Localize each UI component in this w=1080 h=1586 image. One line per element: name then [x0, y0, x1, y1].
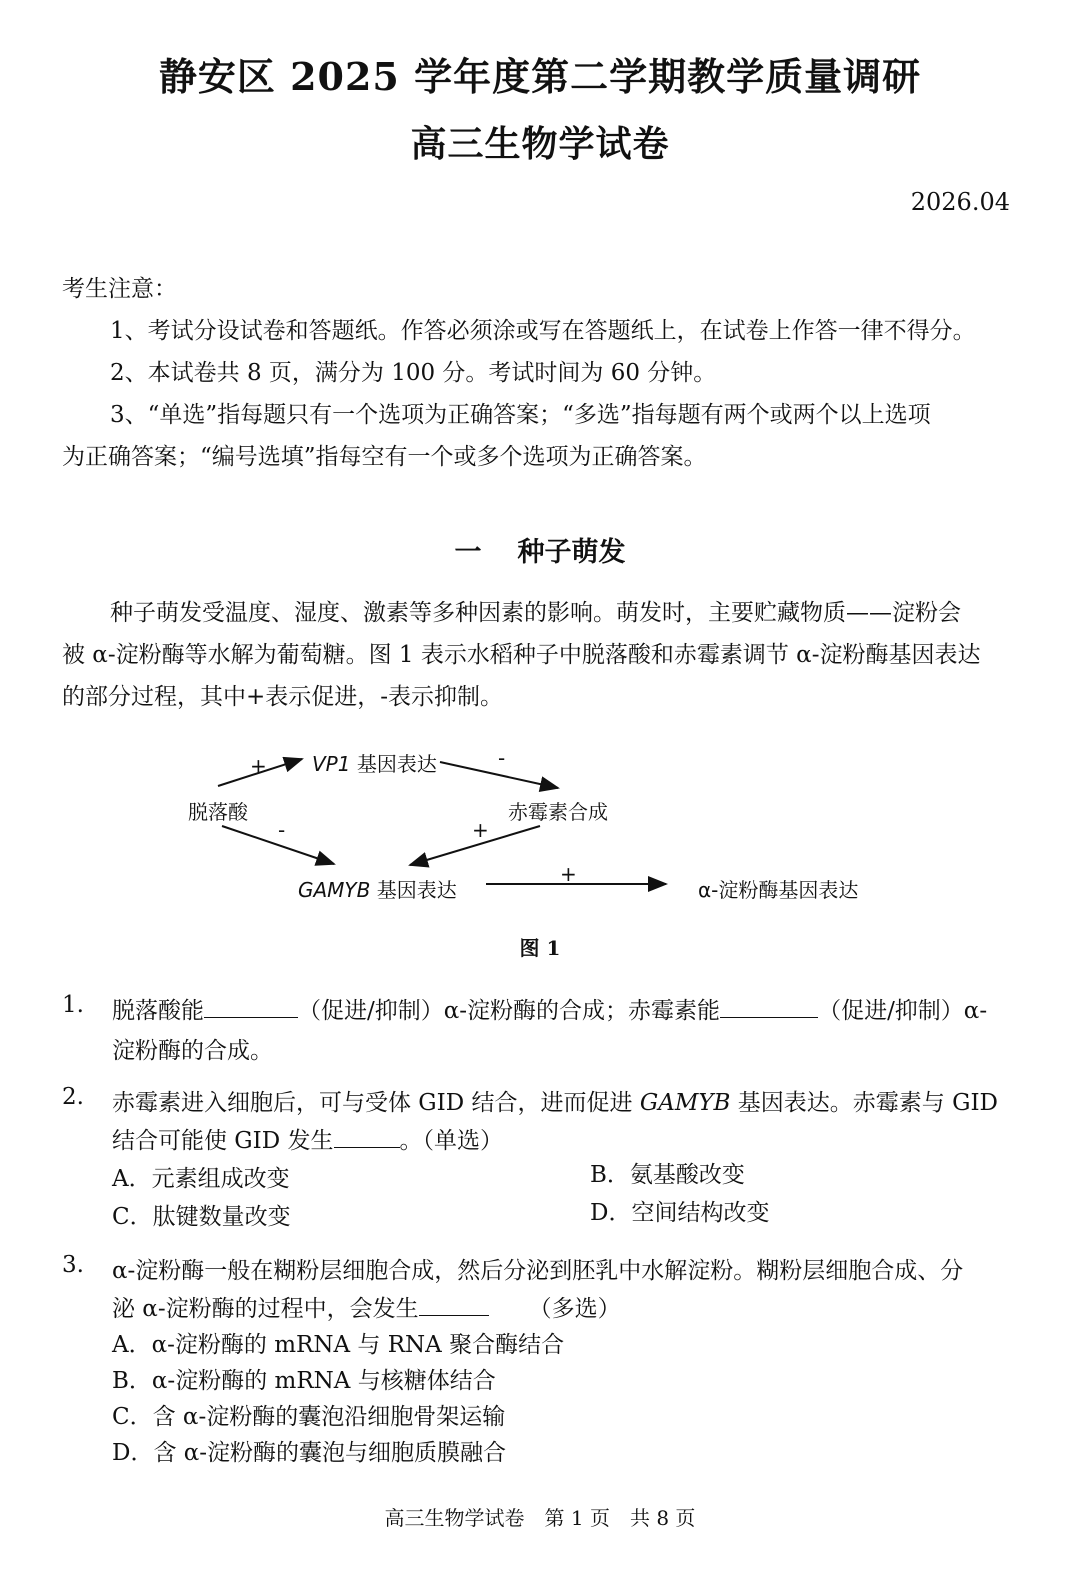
- sign-vp1-ga: -: [498, 746, 506, 770]
- q2-text-c: 结合可能使 GID 发生: [112, 1128, 334, 1154]
- q3-text-a: 泌 α-淀粉酶的过程中，会发生: [112, 1296, 419, 1322]
- intro-line-3: 的部分过程，其中+表示促进，-表示抑制。: [62, 684, 504, 710]
- q2-blank[interactable]: [334, 1125, 400, 1148]
- exam-subtitle: 高三生物学试卷: [410, 123, 670, 165]
- section-number: 一: [454, 537, 482, 568]
- notice-heading: 考生注意：: [62, 276, 177, 302]
- q1-text-b: （促进/抑制）α-淀粉酶的合成；赤霉素能: [298, 998, 721, 1024]
- question-1-number: 1.: [62, 992, 84, 1018]
- sign-gamyb-amylase: +: [560, 862, 577, 886]
- q3-blank[interactable]: [419, 1293, 489, 1316]
- question-2-line-1: [112, 1084, 998, 1117]
- node-vp1-gene-name: VP1: [312, 752, 351, 776]
- node-gamyb-gene-expression: [298, 874, 457, 903]
- figure-1-caption: 图 1: [519, 936, 561, 960]
- q2-option-c[interactable]: C．肽键数量改变: [112, 1204, 291, 1230]
- q3-option-a[interactable]: A．α-淀粉酶的 mRNA 与 RNA 聚合酶结合: [112, 1332, 565, 1358]
- question-3-line-1: α-淀粉酶一般在糊粉层细胞合成，然后分泌到胚乳中水解淀粉。糊粉层细胞合成、分: [112, 1258, 964, 1284]
- node-vp1-label: 基因表达: [350, 752, 437, 776]
- q3-option-d[interactable]: D．含 α-淀粉酶的囊泡与细胞质膜融合: [112, 1440, 507, 1466]
- intro-line-2: 被 α-淀粉酶等水解为葡萄糖。图 1 表示水稻种子中脱落酸和赤霉素调节 α-淀粉酶基因表达: [62, 642, 981, 668]
- question-1-line-1: [112, 992, 987, 1025]
- sign-aba-gamyb: -: [278, 818, 286, 842]
- question-3-number: 3.: [62, 1252, 84, 1278]
- intro-line-1: 种子萌发受温度、湿度、激素等多种因素的影响。萌发时，主要贮藏物质——淀粉会: [110, 600, 961, 626]
- q3-option-c[interactable]: C．含 α-淀粉酶的囊泡沿细胞骨架运输: [112, 1404, 506, 1430]
- node-vp1-gene-expression: [312, 748, 437, 777]
- sign-aba-vp1: +: [250, 754, 267, 778]
- q1-blank-2[interactable]: [720, 995, 818, 1018]
- q2-text-b: 基因表达。赤霉素与 GID: [730, 1090, 998, 1116]
- notice-item-3: 3、“单选”指每题只有一个选项为正确答案；“多选”指每题有两个或两个以上选项: [110, 402, 931, 428]
- notice-item-3-continued: 为正确答案；“编号选填”指每空有一个或多个选项为正确答案。: [62, 444, 707, 470]
- q3-option-b[interactable]: B．α-淀粉酶的 mRNA 与核糖体结合: [112, 1368, 496, 1394]
- node-gamyb-label: 基因表达: [370, 878, 457, 902]
- node-abscisic-acid: 脱落酸: [188, 800, 248, 824]
- q1-text-c: （促进/抑制）α-: [818, 998, 988, 1024]
- node-gibberellin-synthesis: 赤霉素合成: [508, 800, 608, 824]
- exam-title: 静安区 2025 学年度第二学期教学质量调研: [158, 54, 922, 99]
- node-gamyb-gene-name: GAMYB: [298, 878, 371, 902]
- section-title: 种子萌发: [517, 537, 626, 568]
- q1-text-a: 脱落酸能: [112, 998, 204, 1024]
- q3-text-b: （多选）: [528, 1296, 621, 1322]
- question-2-number: 2.: [62, 1084, 84, 1110]
- question-3-line-2: [112, 1290, 621, 1323]
- q2-option-b[interactable]: B．氨基酸改变: [590, 1162, 745, 1188]
- q2-option-d[interactable]: D．空间结构改变: [590, 1200, 770, 1226]
- page-footer: 高三生物学试卷 第 1 页 共 8 页: [384, 1506, 696, 1530]
- question-1-line-2: 淀粉酶的合成。: [112, 1038, 273, 1064]
- q2-option-a[interactable]: A．元素组成改变: [112, 1166, 290, 1192]
- notice-item-2: 2、本试卷共 8 页，满分为 100 分。考试时间为 60 分钟。: [110, 360, 717, 386]
- sign-ga-gamyb: +: [472, 818, 489, 842]
- q2-text-a: 赤霉素进入细胞后，可与受体 GID 结合，进而促进: [112, 1090, 640, 1116]
- q2-gene-name: GAMYB: [639, 1090, 731, 1116]
- node-amylase-gene-expression: α-淀粉酶基因表达: [698, 878, 859, 902]
- exam-date: 2026.04: [910, 188, 1010, 216]
- question-2-line-2: [112, 1122, 503, 1155]
- q1-blank-1[interactable]: [204, 995, 298, 1018]
- q2-text-d: 。（单选）: [399, 1128, 504, 1154]
- notice-item-1: 1、考试分设试卷和答题纸。作答必须涂或写在答题纸上，在试卷上作答一律不得分。: [110, 318, 976, 344]
